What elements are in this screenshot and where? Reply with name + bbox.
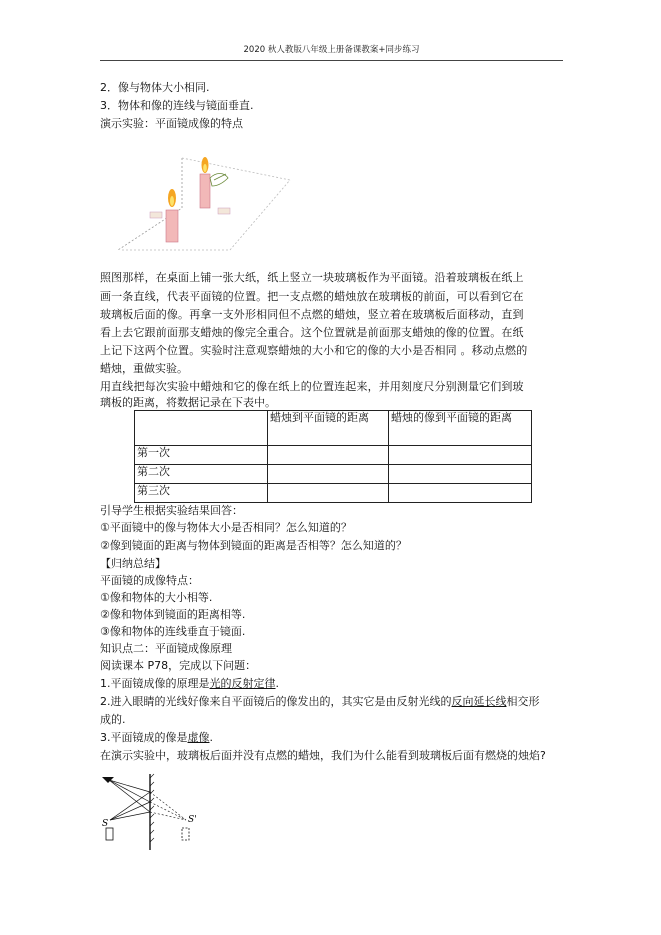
text-line: 用直线把每次实验中蜡烛和它的像在纸上的位置连起来，并用刻度尺分别测量它们到玻 (100, 380, 524, 393)
text-span: 3.平面镜成的像是 (100, 731, 188, 744)
answer-line (100, 731, 213, 745)
text-line: ③像和物体的连线垂直于镜面. (100, 625, 246, 638)
text-line: 成的. (100, 713, 126, 726)
answer-underlined: 虚像 (187, 731, 210, 744)
candle-icon (106, 828, 113, 840)
table-cell (268, 465, 389, 484)
question: 在演示实验中，玻璃板后面并没有点燃的蜡烛，我们为什么能看到玻璃板后面有燃烧的烛焰? (100, 749, 546, 762)
question: ①平面镜中的像与物体大小是否相同？怎么知道的？ (100, 521, 352, 534)
text-line: 上记下这两个位置。实验时注意观察蜡烛的大小和它的像的大小是否相同 。移动点燃的 (100, 344, 528, 357)
candle-image-icon (182, 828, 189, 840)
text-line: 璃板的距离，将数据记录在下表中。 (100, 396, 276, 409)
answer-line (100, 695, 540, 709)
answer-underlined: 光的反射定律 (209, 677, 276, 690)
table-row (135, 484, 532, 503)
text-span: 1.平面镜成像的原理是 (100, 677, 210, 690)
text-line: 看上去它跟前面那支蜡烛的像完全重合。这个位置就是前面那支蜡烛的像的位置。在纸 (100, 326, 524, 339)
data-table (134, 410, 532, 503)
text-span: 相交形 (506, 695, 540, 708)
text-line: 引导学生根据实验结果回答： (100, 504, 243, 517)
table-row-label: 第一次 (135, 446, 268, 465)
answer-line (100, 677, 279, 691)
table-header-cell: 蜡烛的像到平面镜的距离 (389, 411, 532, 446)
text-span: . (275, 677, 279, 690)
text-line: 画一条直线，代表平面镜的位置。把一支点燃的蜡烛放在玻璃板的前面，可以看到它在 (100, 290, 524, 303)
table-cell (268, 484, 389, 503)
mirror-reflection-diagram (100, 770, 210, 852)
text-line: 2．像与物体大小相同. (100, 81, 210, 94)
header-rule (100, 60, 563, 61)
text-line: ②像和物体到镜面的距离相等. (100, 608, 246, 621)
table-cell (389, 484, 532, 503)
section-title: 知识点二：平面镜成像原理 (100, 642, 232, 655)
image-point-label: S' (188, 815, 197, 825)
table-row-label: 第三次 (135, 484, 268, 503)
question: ②像到镜面的距离与物体到镜面的距离是否相等？怎么知道的？ (100, 539, 407, 552)
text-line: 照图那样，在桌面上铺一张大纸，纸上竖立一块玻璃板作为平面镜。沿着玻璃板在纸上 (100, 271, 524, 284)
text-line: 蜡烛，重做实验。 (100, 362, 188, 375)
text-line: 阅读课本 P78，完成以下问题： (100, 659, 257, 672)
section-title: 演示实验：平面镜成像的特点 (100, 117, 243, 130)
answer-underlined: 反向延长线 (451, 695, 507, 708)
light-rays (109, 780, 150, 820)
candle-experiment-figure (110, 150, 300, 262)
table-row (135, 465, 532, 484)
table-cell (268, 446, 389, 465)
table-row (135, 446, 532, 465)
text-span: 2.进入眼睛的光线好像来自平面镜后的像发出的，其实它是由反射光线的 (100, 695, 452, 708)
text-line: ①像和物体的大小相等. (100, 591, 213, 604)
table-header-cell: 蜡烛到平面镜的距离 (268, 411, 389, 446)
text-line: 平面镜的成像特点： (100, 574, 199, 587)
table-row-label: 第二次 (135, 465, 268, 484)
text-line: 玻璃板后面的像。再拿一支外形相同但不点燃的蜡烛，竖立着在玻璃板后面移动，直到 (100, 308, 524, 321)
text-line: 3．物体和像的连线与镜面垂直. (100, 99, 254, 112)
page-header: 2020 秋人教版八年级上册备课教案+同步练习 (243, 45, 420, 55)
table-header-row (135, 411, 532, 446)
point-label: S (102, 819, 109, 829)
table-cell (389, 465, 532, 484)
text-span: . (209, 731, 213, 744)
section-title: 【归纳总结】 (100, 557, 166, 570)
table-cell (389, 446, 532, 465)
table-cell (135, 411, 268, 446)
